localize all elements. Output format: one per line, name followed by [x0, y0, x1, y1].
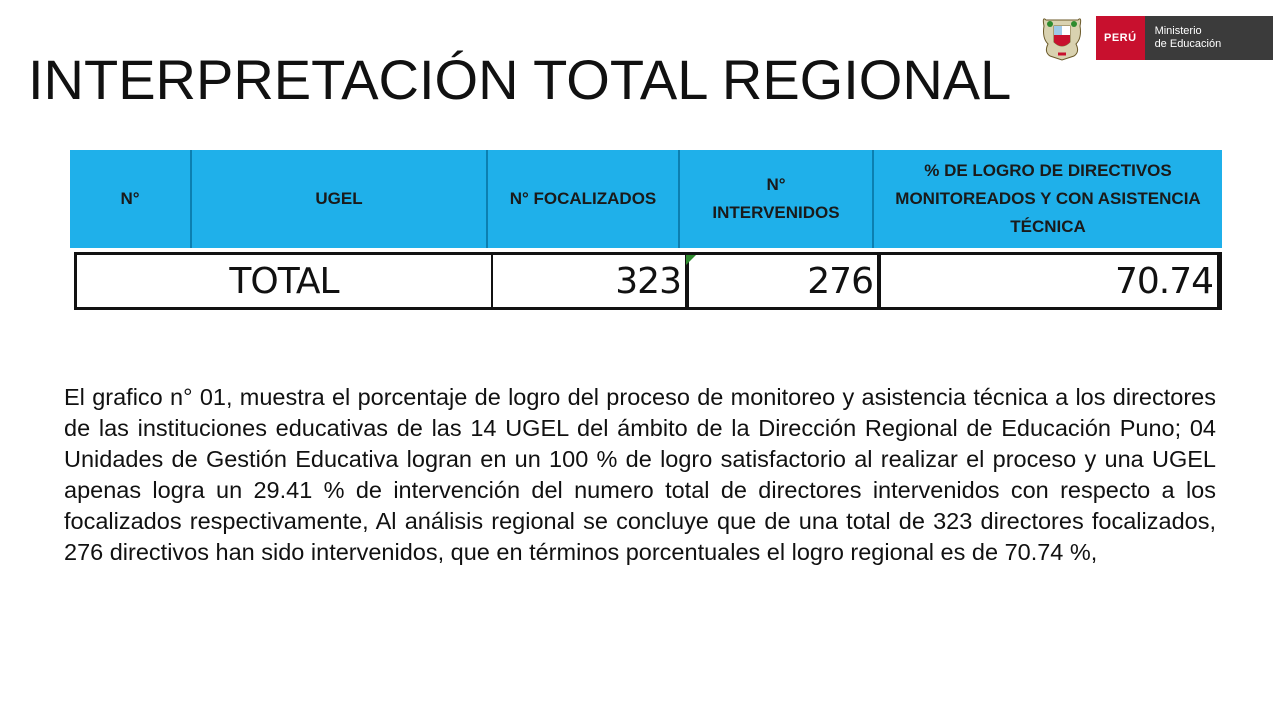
cell-comment-indicator — [686, 255, 696, 265]
ministry-logo — [1040, 14, 1273, 62]
total-row — [74, 252, 1222, 310]
header-focalizados: N° FOCALIZADOS — [488, 150, 680, 248]
page-title: INTERPRETACIÓN TOTAL REGIONAL — [28, 48, 1012, 111]
ministry-label — [1145, 16, 1273, 60]
header-ugel: UGEL — [192, 150, 488, 248]
header-logro: % DE LOGRO DE DIRECTIVOS MONITOREADOS Y CON ASISTENCIA TÉCNICA — [895, 161, 1201, 236]
ministry-line-1: Ministerio — [1154, 25, 1202, 37]
peru-label: PERÚ — [1096, 16, 1145, 60]
coat-of-arms-icon — [1040, 14, 1084, 62]
ministry-line-2: de Educación — [1154, 38, 1222, 50]
total-focalizados: 323 — [493, 255, 687, 307]
total-logro: 70.74 — [879, 255, 1219, 307]
header-intervenidos: N° INTERVENIDOS — [680, 150, 874, 248]
total-intervenidos: 276 — [687, 255, 879, 307]
header-number: N° — [70, 150, 192, 248]
interpretation-paragraph: El grafico n° 01, muestra el porcentaje de logro del proceso de monitoreo y asistencia técnica a los directores de las instituciones educativas de las 14 UGEL del ámbito de la Dirección Regional de Educación Puno; 04 Unidades de Gestión Educativa logran en un 100 % de logro satisfactorio al realizar el proceso y una UGEL apenas logra un 29.41 % de intervención del numero total de directores intervenidos con respecto a los focalizados respectivamente, Al análisis regional se concluye que de una total de 323 directores focalizados, 276 directivos han sido intervenidos, que en términos porcentuales el logro regional es de 70.74 %, — [64, 384, 1216, 565]
table-header — [70, 150, 1222, 248]
total-label: TOTAL — [77, 255, 493, 307]
